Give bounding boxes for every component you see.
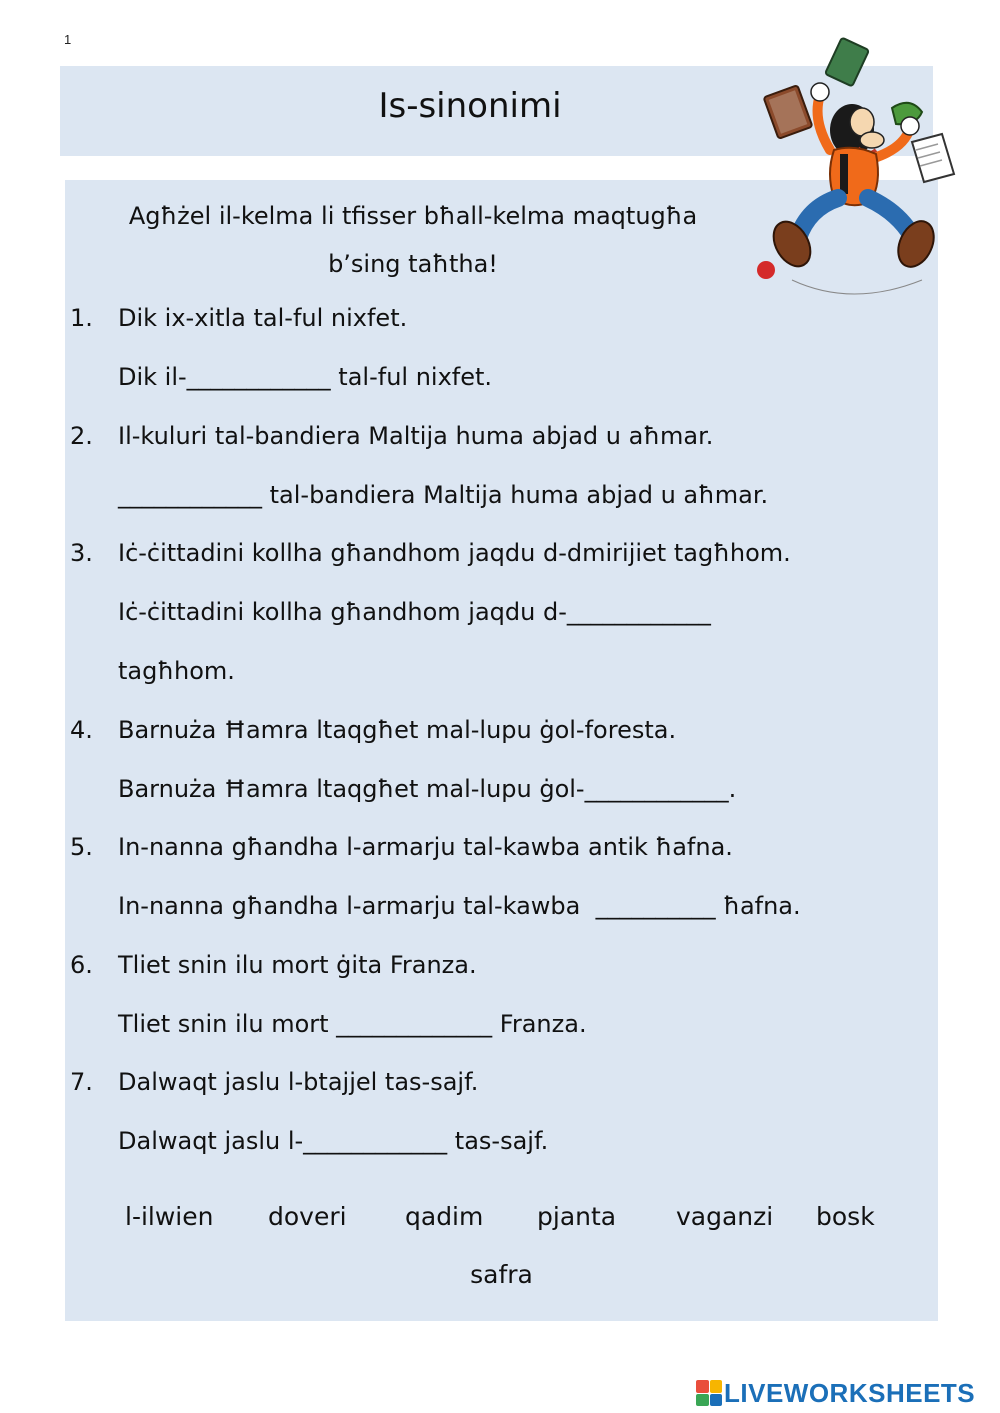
item-sentence: Tliet snin ilu mort ġita Franza. [118, 951, 477, 979]
item-sentence: Dik ix-xitla tal-ful nixfet. [118, 304, 408, 332]
book-icon [825, 38, 869, 87]
word-bank-item[interactable]: pjanta [537, 1202, 617, 1231]
fill-in-sentence[interactable]: Dalwaqt jaslu l-____________ tas-sajf. [118, 1127, 549, 1155]
word-bank-item[interactable]: safra [470, 1260, 533, 1289]
instructions [68, 192, 758, 288]
book-icon [912, 134, 954, 182]
item-number: 5. [70, 833, 93, 861]
fill-in-sentence[interactable]: ____________ tal-bandiera Maltija huma abjad u aħmar. [118, 481, 769, 509]
instruction-line-1: Agħżel il-kelma li tfisser bħall-kelma maqtugħa [128, 202, 698, 230]
word-bank [65, 1202, 938, 1289]
item-number: 3. [70, 539, 93, 567]
item-number: 6. [70, 951, 93, 979]
word-bank-item[interactable]: bosk [816, 1202, 875, 1231]
instruction-line-2: b’sing taħtha! [328, 250, 498, 278]
word-bank-item[interactable]: doveri [268, 1202, 347, 1231]
fill-in-sentence[interactable]: Barnuża Ħamra ltaqgħet mal-lupu ġol-____________. [118, 775, 737, 803]
item-sentence: In-nanna għandha l-armarju tal-kawba antik ħafna. [118, 833, 733, 861]
goofy-illustration [752, 30, 962, 300]
word-bank-item[interactable]: qadim [405, 1202, 484, 1231]
item-number: 7. [70, 1068, 93, 1096]
word-bank-item[interactable]: vaganzi [676, 1202, 774, 1231]
apple-icon [757, 261, 775, 279]
page-number: 1 [64, 32, 72, 47]
item-number: 1. [70, 304, 93, 332]
fill-in-sentence-continued: tagħhom. [118, 657, 235, 685]
liveworksheets-mark-icon [696, 1380, 722, 1406]
fill-in-sentence[interactable]: Dik il-____________ tal-ful nixfet. [118, 363, 493, 391]
item-sentence: Barnuża Ħamra ltaqgħet mal-lupu ġol-foresta. [118, 716, 677, 744]
page-title: Is-sinonimi [378, 86, 562, 126]
fill-in-sentence[interactable]: In-nanna għandha l-armarju tal-kawba __________ ħafna. [118, 892, 801, 920]
fill-in-sentence[interactable]: Tliet snin ilu mort _____________ Franza. [118, 1010, 587, 1038]
footer-brand: LIVEWORKSHEETS [724, 1377, 976, 1408]
item-sentence: Il-kuluri tal-bandiera Maltija huma abjad u aħmar. [118, 422, 714, 450]
fill-in-sentence[interactable]: Iċ-ċittadini kollha għandhom jaqdu d-____________ [118, 598, 711, 626]
item-sentence: Iċ-ċittadini kollha għandhom jaqdu d-dmirijiet tagħhom. [118, 539, 791, 567]
word-bank-item[interactable]: l-ilwien [125, 1202, 214, 1231]
item-number: 4. [70, 716, 93, 744]
item-number: 2. [70, 422, 93, 450]
item-sentence: Dalwaqt jaslu l-btajjel tas-sajf. [118, 1068, 479, 1096]
liveworksheets-logo [696, 1378, 975, 1408]
book-icon [764, 85, 813, 139]
